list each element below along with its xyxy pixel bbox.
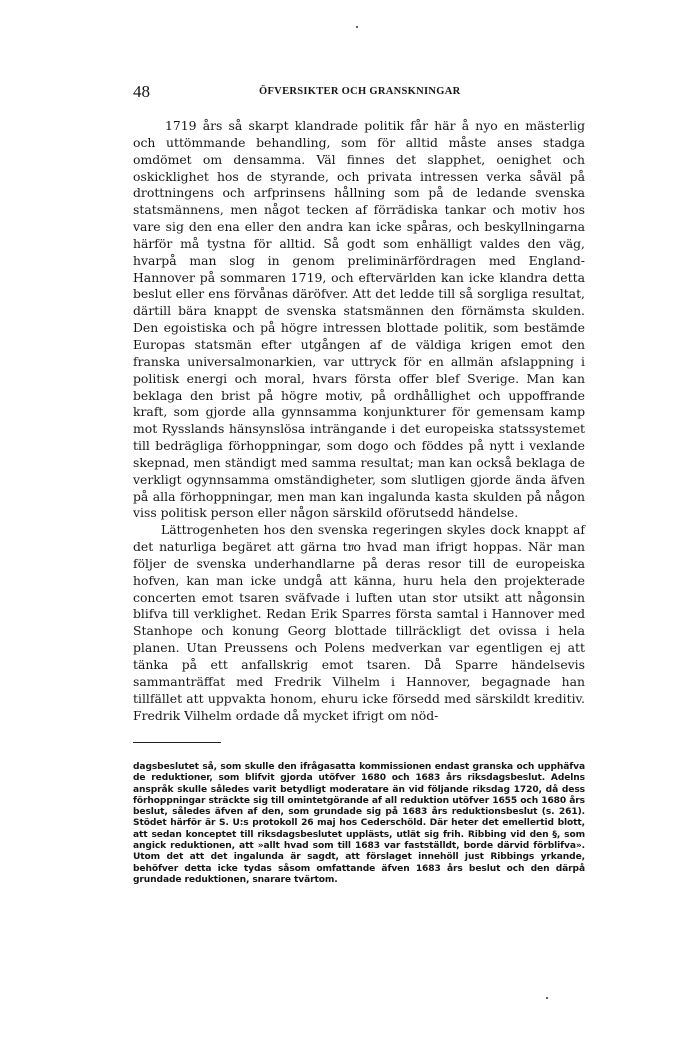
paragraph-1-text: 1719 års så skarpt klandrade politik får här å nyo en mästerlig och uttömmande behandling, som för alltid måste anses stadga omdömet om densamma. Väl finnes det slapphet, oenighet och oskicklighet hos de styrande, och privata intressen verka såväl på drottningens och arfprinsens hållning som på de ledande svenska statsmännens, men något tecken af förrädiska tankar och motiv hos vare sig den ena eller den andra kan icke spåras, och beskyllningarna härför må tystna för alltid. Så godt som enhälligt valdes den väg, hvarpå man slog in genom preliminärfördragen med England-Hannover på sommaren 1719, och eftervärlden kan icke klandra detta beslut eller ens förvånas däröfver. Att det ledde till så sorgliga resultat, därtill bära knappt de svenska statsmännen den förnämsta skulden. Den egoistiska och på högre intressen blottade politik, som bestämde Europas statsmän efter utgången af de väldiga krigen emot den franska universalmonarkien, var uttryck för en allmän afslappning i politisk energi och moral, hvars första offer blef Sverige. Man kan beklaga den brist på högre motiv, på ordhållighet och uppoffrande kraft, som gjorde alla gynnsamma konjunkturer för gemensam kamp mot Rysslands hänsynslösa inträngande i det europeiska statssystemet till bedrägliga förhoppningar, som dogo och föddes på nytt i vexlande skepnad, men ständigt med samma resultat; man kan också beklaga de verkligt ogynnsamma omständigheter, som slutligen gjorde ända äfven på alla förhoppningar, men man kan ingalunda kasta skulden på någon viss politisk person eller någon särskild oförutsedd händelse. xyxy=(133,118,585,521)
paragraph-1 xyxy=(133,118,585,522)
ink-speck xyxy=(356,26,358,28)
running-title: ÖFVERSIKTER OCH GRANSKNINGAR xyxy=(259,86,461,97)
footnote xyxy=(133,762,585,886)
ink-speck xyxy=(546,997,548,999)
paragraph-2-text: Lättrogenheten hos den svenska regeringen skyles dock knappt af det naturliga begäret att gärna tro hvad man ifrigt hoppas. När man följer de svenska underhandlarne på deras resor till de europeiska hofven, kan man icke undgå att känna, huru hela den projekterade concerten emot tsaren sväfvade i luften utan stor utsikt att någonsin blifva till verklighet. Redan Erik Sparres första samtal i Hannover med Stanhope och konung Georg blottade tillräckligt det ovissa i hela planen. Utan Preussens och Polens medverkan var egentligen ej att tänka på ett anfallskrig emot tsaren. Då Sparre händelsevis sammanträffat med Fredrik Vilhelm i Hannover, begagnade han tillfället att uppvakta honom, ehuru icke försedd med särskildt kreditiv. Fredrik Vilhelm ordade då mycket ifrigt om nöd- xyxy=(133,522,585,723)
paragraph-2 xyxy=(133,522,585,724)
footnote-text: dagsbeslutet så, som skulle den ifrågasatta kommissionen endast granska och upphäfva de reduktioner, som blifvit gjorda utöfver 1680 och 1683 års riksdagsbeslut. Adelns anspråk skulle således varit betydligt moderatare än vid följande riksdag 1720, då dess förhoppningar sträckte sig till omintetgörande af all reduktion utöfver 1655 och 1680 års beslut, således äfven af den, som grundade sig på 1683 års reduktionsbeslut (s. 261). Stödet härför är S. U:s protokoll 26 maj hos Cederschöld. Där heter det emellertid blott, att sedan konceptet till riksdagsbeslutet upplästs, utlät sig frih. Ribbing vid den §, som angick reduktionen, att »allt hvad som till 1683 var fastställdt, borde därvid förblifva». Utom det att det ingalunda är sagdt, att förslaget innehöll just Ribbings yrkande, behöfver detta icke tydas såsom omfattande äfven 1683 års beslut och den därpå grundade reduktionen, snarare tvärtom. xyxy=(133,762,585,885)
footnote-divider xyxy=(133,742,221,743)
page-number: 48 xyxy=(133,82,150,101)
body-text xyxy=(133,118,585,724)
page-header xyxy=(133,82,585,102)
